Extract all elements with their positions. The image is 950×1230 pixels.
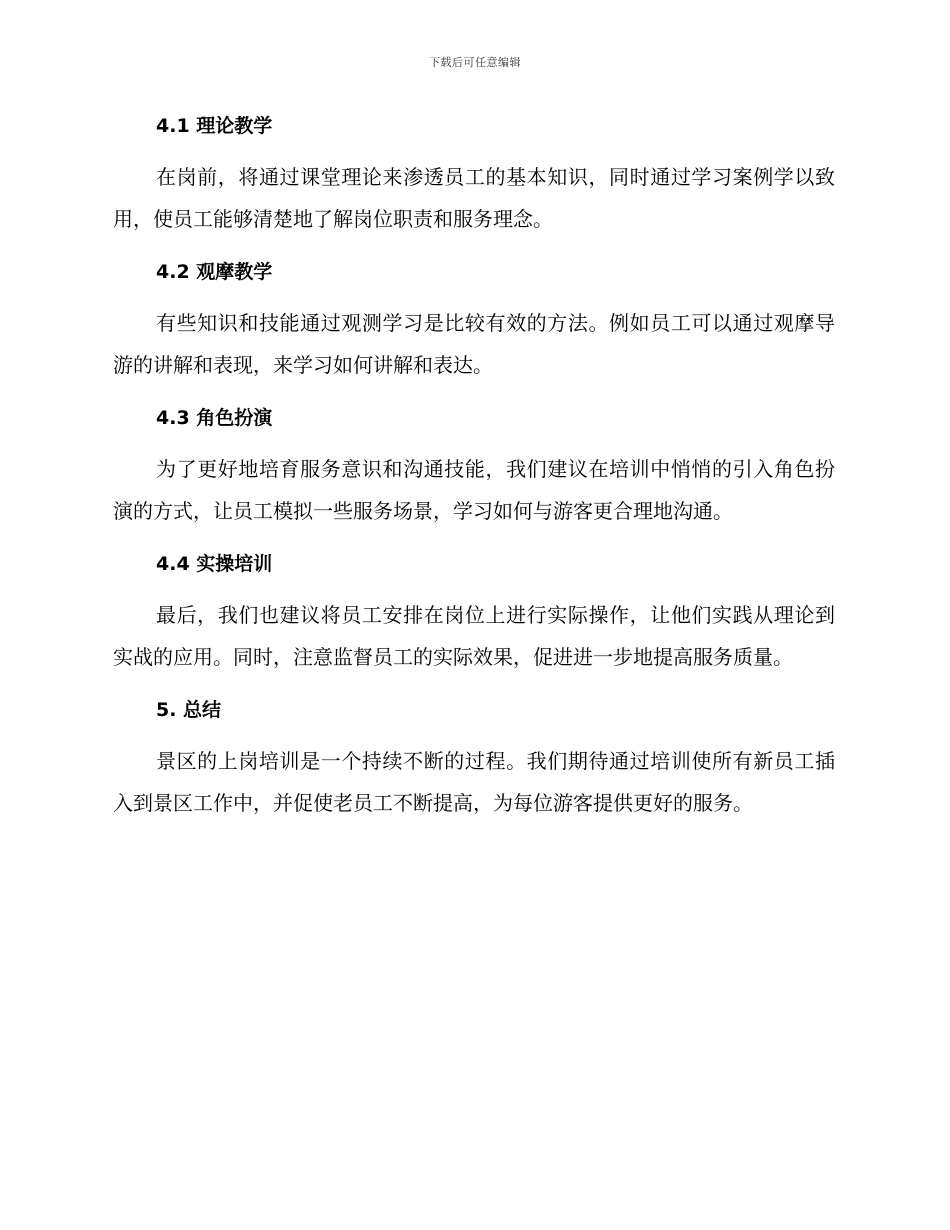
page-header: 下载后可任意编辑 [429,56,521,69]
section-4-1 [113,108,835,240]
section-4-2 [113,254,835,386]
section-4-4 [113,546,835,678]
section-heading: 4.1 理论教学 [156,115,273,137]
document-body [113,108,835,838]
section-heading: 4.4 实操培训 [156,553,273,575]
section-paragraph: 在岗前，将通过课堂理论来渗透员工的基本知识，同时通过学习案例学以致用，使员工能够清楚地了解岗位职责和服务理念。 [113,165,835,231]
section-heading: 4.3 角色扮演 [156,407,273,429]
section-4-3 [113,400,835,532]
section-heading: 5. 总结 [156,699,222,721]
section-paragraph: 有些知识和技能通过观测学习是比较有效的方法。例如员工可以通过观摩导游的讲解和表现，来学习如何讲解和表达。 [113,311,835,377]
section-paragraph: 最后，我们也建议将员工安排在岗位上进行实际操作，让他们实践从理论到实战的应用。同时，注意监督员工的实际效果，促进进一步地提高服务质量。 [113,603,835,669]
section-paragraph: 为了更好地培育服务意识和沟通技能，我们建议在培训中悄悄的引入角色扮演的方式，让员工模拟一些服务场景，学习如何与游客更合理地沟通。 [113,457,835,523]
section-5 [113,692,835,824]
section-heading: 4.2 观摩教学 [156,261,273,283]
section-paragraph: 景区的上岗培训是一个持续不断的过程。我们期待通过培训使所有新员工插入到景区工作中，并促使老员工不断提高，为每位游客提供更好的服务。 [113,749,835,815]
